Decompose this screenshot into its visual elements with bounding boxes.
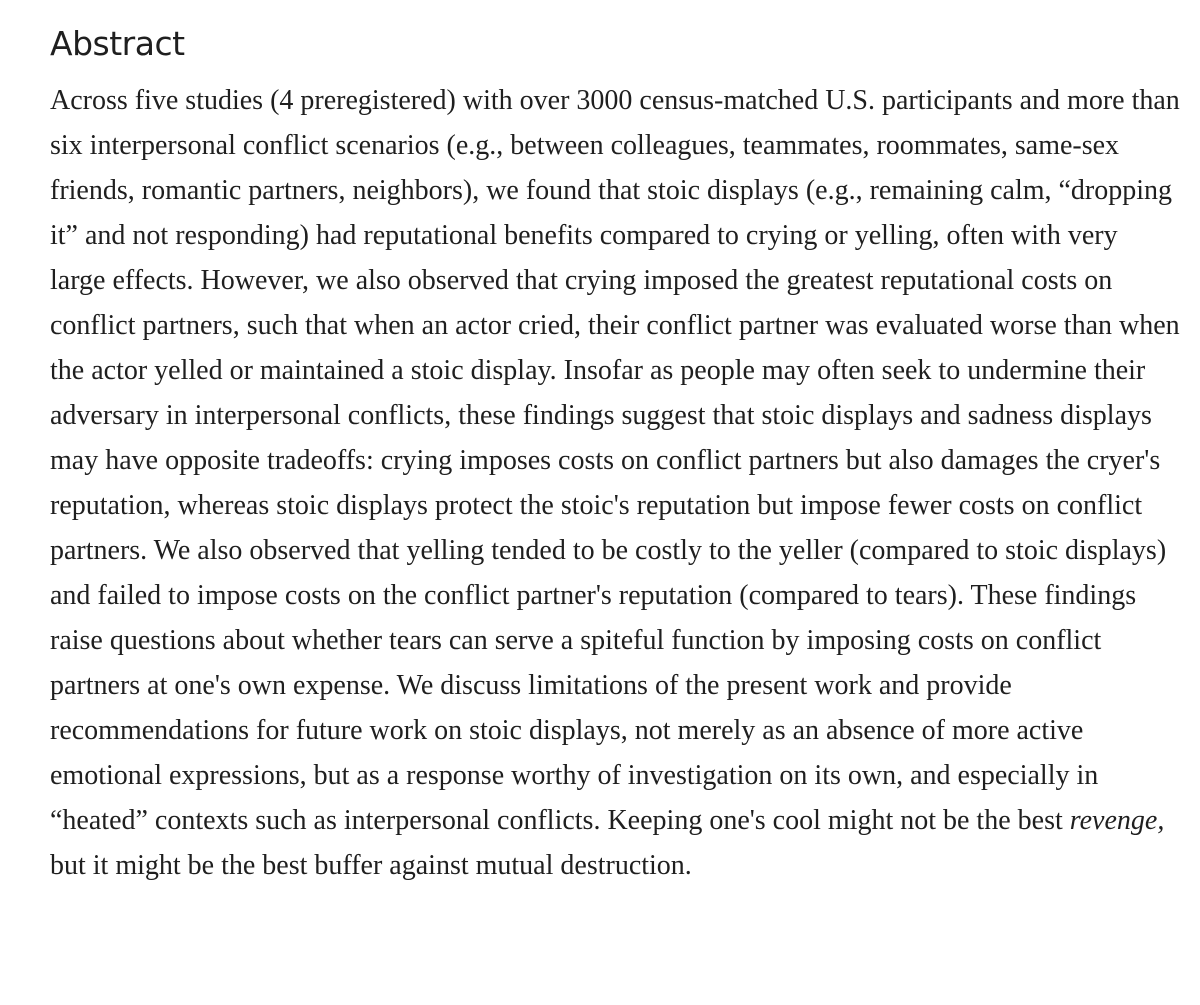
abstract-text-main: Across five studies (4 preregistered) with over 3000 census-matched U.S. participants and more than six interpersonal conflict scenarios (e.g., between colleagues, teammates, roommates, same-sex friends, romantic partners, neighbors), we found that stoic displays (e.g., remaining calm, “dropping it” and not responding) had reputational benefits compared to crying or yelling, often with very large effects. However, we also observed that crying imposed the greatest reputational costs on conflict partners, such that when an actor cried, their conflict partner was evaluated worse than when the actor yelled or maintained a stoic display. Insofar as people may often seek to undermine their adversary in interpersonal conflicts, these findings suggest that stoic displays and sadness displays may have opposite tradeoffs: crying imposes costs on conflict partners but also damages the cryer's reputation, whereas stoic displays protect the stoic's reputation but impose fewer costs on conflict partners. We also observed that yelling tended to be costly to the yeller (compared to stoic displays) and failed to impose costs on the conflict partner's reputation (compared to tears). These findings raise questions about whether tears can serve a spiteful function by imposing costs on conflict partners at one's own expense. We discuss limitations of the present work and provide recommendations for future work on stoic displays, not merely as an absence of more active emotional expressions, but as a response worthy of investigation on its own, and especially in “heated” contexts such as interpersonal conflicts. Keeping one's cool might not be the best xyxy=(50,85,1180,836)
abstract-italic-word: revenge, xyxy=(1069,805,1165,836)
abstract-body xyxy=(50,78,1180,888)
abstract-heading: Abstract xyxy=(50,24,185,63)
abstract-text-end: but it might be the best buffer against mutual destruction. xyxy=(50,850,692,881)
abstract-section xyxy=(50,22,1180,888)
